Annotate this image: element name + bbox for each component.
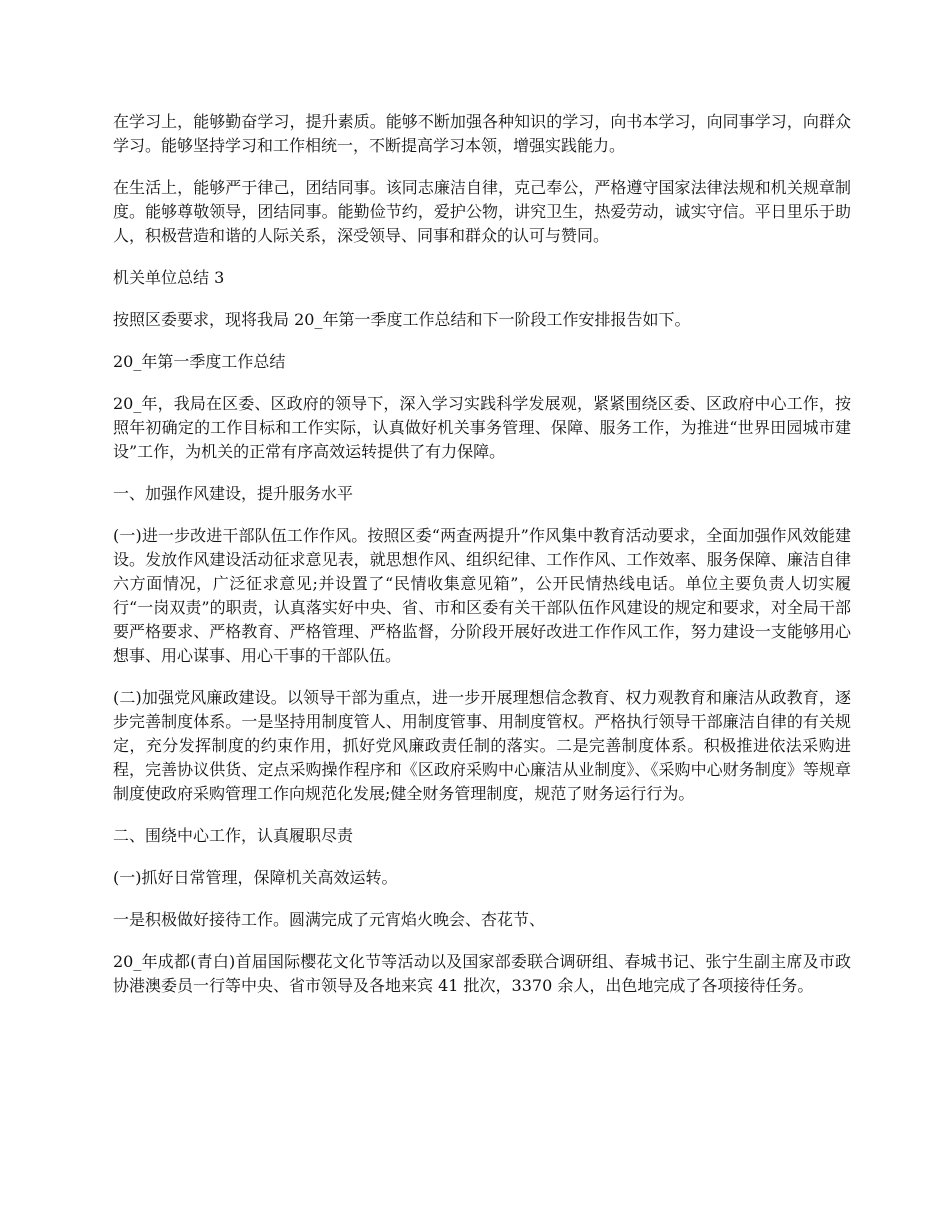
paragraph-report-intro: 按照区委要求，现将我局 20_年第一季度工作总结和下一阶段工作安排报告如下。 bbox=[113, 310, 691, 329]
section-title-q1-summary: 20_年第一季度工作总结 bbox=[113, 352, 286, 371]
paragraph-work-style: (一)进一步改进干部队伍工作作风。按照区委“两查两提升”作风集中教育活动要求，全面加强作风效能建设。发放作风建设活动征求意见表，就思想作风、组织纪律、工作作风、工作效率、服务保障、廉洁自律六方面情况，广泛征求意见;并设置了“民情收集意见箱”，公开民情热线电话。单位主要负责人切实履行“一岗双责”的职责，认真落实好中央、省、市和区委有关干部队伍作风建设的规定和要求，对全局干部要严格要求、严格教育、严格管理、严格监督，分阶段开展好改进工作作风工作，努力建设一支能够用心想事、用心谋事、用心干事的干部队伍。 bbox=[113, 526, 851, 665]
section-heading-one: 一、加强作风建设，提升服务水平 bbox=[113, 484, 354, 503]
paragraph-festival-reception: 20_年成都(青白)首届国际樱花文化节等活动以及国家部委联合调研组、春城书记、张宁生副主席及市政协港澳委员一行等中央、省市领导及各地来宾 41 批次，3370 余人，出色地完成了各项接待任务。 bbox=[113, 952, 851, 995]
paragraph-life: 在生活上，能够严于律己，团结同事。该同志廉洁自律，克己奉公，严格遵守国家法律法规和机关规章制度。能够尊敬领导，团结同事。能勤俭节约，爱护公物，讲究卫生，热爱劳动，诚实守信。平日里乐于助人，积极营造和谐的人际关系，深受领导、同事和群众的认可与赞同。 bbox=[113, 178, 851, 245]
paragraph-daily-management: (一)抓好日常管理，保障机关高效运转。 bbox=[113, 868, 398, 887]
document-body bbox=[113, 110, 851, 1016]
section-heading-two: 二、围绕中心工作，认真履职尽责 bbox=[113, 826, 354, 845]
paragraph-integrity: (二)加强党风廉政建设。以领导干部为重点，进一步开展理想信念教育、权力观教育和廉洁从政教育，逐步完善制度体系。一是坚持用制度管人、用制度管事、用制度管权。严格执行领导干部廉洁自律的有关规定，充分发挥制度的约束作用，抓好党风廉政责任制的落实。二是完善制度体系。积极推进依法采购进程，完善协议供货、定点采购操作程序和《区政府采购中心廉洁从业制度》、《采购中心财务制度》等规章制度使政府采购管理工作向规范化发展;健全财务管理制度，规范了财务运行行为。 bbox=[113, 688, 851, 803]
paragraph-study: 在学习上，能够勤奋学习，提升素质。能够不断加强各种知识的学习，向书本学习，向同事学习，向群众学习。能够坚持学习和工作相统一，不断提高学习本领，增强实践能力。 bbox=[113, 112, 851, 155]
paragraph-reception: 一是积极做好接待工作。圆满完成了元宵焰火晚会、杏花节、 bbox=[113, 910, 546, 929]
paragraph-overview: 20_年，我局在区委、区政府的领导下，深入学习实践科学发展观，紧紧围绕区委、区政府中心工作，按照年初确定的工作目标和工作实际，认真做好机关事务管理、保障、服务工作，为推进“世界田园城市建设”工作，为机关的正常有序高效运转提供了有力保障。 bbox=[113, 394, 851, 461]
section-title-summary-3: 机关单位总结 3 bbox=[113, 268, 225, 287]
